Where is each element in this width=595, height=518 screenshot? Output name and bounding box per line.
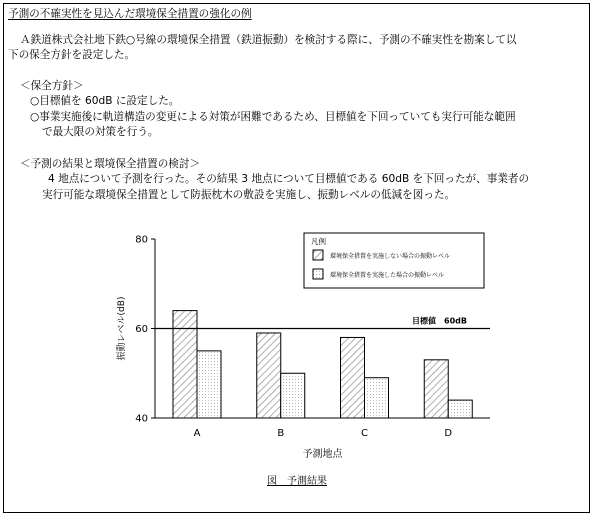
bar-D-without-measures [424,360,448,418]
x-tick-label: C [361,428,368,439]
target-value-label: 目標値 60dB [412,316,467,326]
document-title: 予測の不確実性を見込んだ環境保全措置の強化の例 [8,8,252,20]
bar-B-without-measures [257,333,281,418]
figure-caption: 図 予測結果 [267,476,327,487]
bar-A-with-measures [197,351,221,418]
y-tick-label: 80 [135,234,148,246]
x-tick-label: B [277,428,285,439]
y-tick-label: 60 [135,324,148,335]
result-heading: ＜予測の結果と環境保全措置の検討＞ [20,158,201,170]
policy-heading: ＜保全方針＞ [20,80,84,92]
legend-swatch-with-measures [313,269,323,279]
y-axis-label: 振動レベル(dB) [117,296,127,361]
bar-C-without-measures [341,337,365,418]
intro-line-1: Ａ鉄道株式会社地下鉄○号線の環境保全措置（鉄道振動）を検討する際に、予測の不確実性を勘案して以 [20,34,517,46]
y-tick-label: 40 [135,413,148,425]
result-line-1: 4 地点について予測を行った。その結果 3 地点について目標値である 60dB を下回ったが、事業者の [48,173,530,185]
result-line-2: 実行可能な環境保全措置として防振枕木の敷設を実施し、振動レベルの低減を図った。 [42,189,456,201]
x-tick-label: D [444,428,453,439]
bar-D-with-measures [448,400,472,418]
x-tick-label: A [193,428,201,439]
legend-title: 凡例 [311,237,326,246]
x-axis-label: 予測地点 [302,449,343,460]
policy-item-2: ○事業実施後に軌道構造の変更による対策が困難であるため、目標値を下回っていても実行可能な範囲 [30,111,516,123]
bar-A-without-measures [173,311,197,418]
legend-swatch-without-measures [313,250,323,260]
legend-label-without-measures: 環境保全措置を実施しない場合の振動レベル [330,253,451,260]
intro-line-2: 下の保全方針を設定した。 [8,49,136,61]
bar-C-with-measures [365,378,389,418]
legend-box [304,233,484,288]
bar-B-with-measures [281,373,305,418]
policy-item-3: で最大限の対策を行う。 [42,126,159,138]
legend-label-with-measures: 環境保全措置を実施した場合の振動レベル [330,272,445,279]
policy-item-1: ○目標値を 60dB に設定した。 [30,95,180,107]
